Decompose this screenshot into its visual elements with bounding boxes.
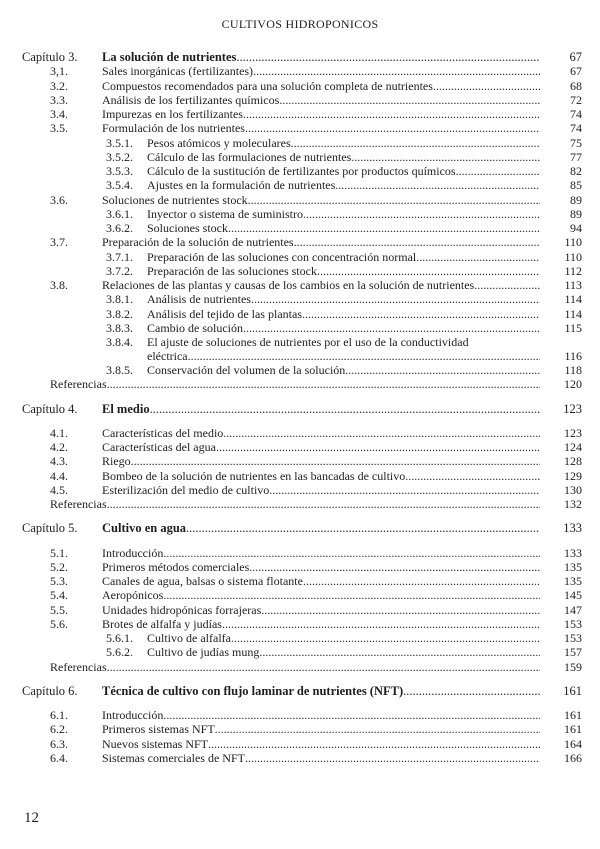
toc-entry-text: Análisis de los fertilizantes químicos xyxy=(102,92,280,107)
toc-entry-title xyxy=(147,221,540,235)
toc-entry-row xyxy=(22,207,582,221)
toc-entry-text: Esterilización del medio de cultivo xyxy=(102,482,270,497)
toc-page-number: 118 xyxy=(564,363,582,377)
section-gap xyxy=(22,674,582,684)
toc-entry-row xyxy=(22,751,582,765)
toc-entry-number: 5.6. xyxy=(50,616,68,631)
toc-entry-text: Impurezas en los fertilizantes xyxy=(102,107,243,121)
toc-page-number: 159 xyxy=(564,659,582,674)
dot-leader xyxy=(433,79,540,93)
running-header: CULTIVOS HIDROPONICOS xyxy=(221,17,379,31)
toc-entry-number: 3.7.2. xyxy=(106,263,133,278)
toc-entry-title xyxy=(102,402,540,416)
toc-page-number: 133 xyxy=(564,545,582,560)
toc-entry-number: Capítulo 5. xyxy=(22,521,78,536)
dot-leader xyxy=(150,402,540,416)
toc-entry-title-line2: eléctrica xyxy=(147,349,188,363)
toc-entry-row xyxy=(22,377,582,391)
toc-entry-row xyxy=(22,708,582,722)
toc-entry-text: Cambio de solución xyxy=(147,320,243,335)
toc-entry-row xyxy=(22,497,582,511)
toc-entry-text: Sistemas comerciales de NFT xyxy=(102,750,245,765)
toc-entry-title xyxy=(102,235,540,249)
toc-entry-number: 4.4. xyxy=(50,468,68,483)
toc-entry-text: Cultivo de alfalfa xyxy=(147,631,231,645)
dot-leader xyxy=(107,660,540,674)
toc-entry-title-line1: El ajuste de soluciones de nutrientes por el uso de la conductividad xyxy=(147,335,469,349)
toc-entry-number: 4.5. xyxy=(50,482,68,497)
toc-entry-text: Compuestos recomendados para una solución completa de nutrientes xyxy=(102,78,433,93)
dot-leader xyxy=(131,454,540,468)
toc-entry-row xyxy=(22,292,582,306)
toc-entry-row xyxy=(22,178,582,192)
toc-entry-title xyxy=(102,107,540,121)
toc-entry-text: Inyector o sistema de suministro xyxy=(147,206,303,221)
toc-entry-title xyxy=(102,546,540,560)
toc-entry-title xyxy=(147,307,540,321)
toc-entry-text: Soluciones stock xyxy=(147,221,228,235)
toc-entry-text: Canales de agua, balsas o sistema flotante xyxy=(102,574,303,588)
toc-entry-number: 3.2. xyxy=(50,78,68,93)
toc-entry-title xyxy=(102,454,540,468)
toc-entry-row xyxy=(22,560,582,574)
dot-leader xyxy=(107,497,540,511)
toc-entry-number: 3.3. xyxy=(50,92,68,107)
toc-entry-row xyxy=(22,363,582,377)
toc-entry-row xyxy=(22,278,582,292)
toc-entry-number: 5.6.1. xyxy=(106,631,133,645)
dot-leader xyxy=(186,521,540,535)
dot-leader xyxy=(107,377,540,391)
toc-entry-text: Nuevos sistemas NFT xyxy=(102,736,208,751)
toc-entry-title xyxy=(102,426,540,440)
toc-entry-title xyxy=(102,574,540,588)
toc-entry-number: 3.8.4. xyxy=(106,335,133,349)
toc-page-number: 161 xyxy=(564,722,582,737)
toc-page-number: 132 xyxy=(564,497,582,511)
dot-leader xyxy=(163,546,540,560)
toc-entry-text: Cálculo de las formulaciones de nutrientes xyxy=(147,149,352,164)
toc-entry-title xyxy=(147,164,540,178)
toc-page-number: 67 xyxy=(570,64,582,79)
dot-leader xyxy=(245,751,540,765)
toc-entry-text: Primeros métodos comerciales xyxy=(102,559,250,574)
toc-entry-title xyxy=(147,321,540,335)
toc-entry-row xyxy=(22,469,582,483)
toc-entry-text: Brotes de alfalfa y judías xyxy=(102,616,222,631)
toc-entry-number: 3.8.5. xyxy=(106,363,133,377)
toc-entry-text: Características del agua xyxy=(102,440,216,454)
toc-entry-title xyxy=(102,588,540,602)
toc-page-number: 164 xyxy=(564,736,582,751)
toc-entry-text: Formulación de los nutrientes xyxy=(102,121,245,136)
toc-entry-text: Conservación del volumen de la solución xyxy=(147,363,346,377)
dot-leader xyxy=(403,684,540,698)
toc-entry-title xyxy=(147,136,540,150)
toc-page-number: 72 xyxy=(570,92,582,107)
toc-entry-title xyxy=(102,684,540,698)
toc-entry-text: Preparación de la solución de nutrientes xyxy=(102,235,294,250)
toc-page-number: 128 xyxy=(564,454,582,469)
toc-entry-title xyxy=(102,469,540,483)
toc-entry-title xyxy=(102,79,540,93)
toc-entry-title xyxy=(102,121,540,135)
dot-leader xyxy=(251,292,540,306)
toc-entry-title xyxy=(102,737,540,751)
toc-entry-text: Referencias xyxy=(50,497,107,511)
toc-entry-title xyxy=(102,751,540,765)
toc-entry-row xyxy=(22,121,582,135)
dot-leader xyxy=(228,221,540,235)
toc-chapter-row xyxy=(22,50,582,64)
toc-entry-title xyxy=(102,483,540,497)
toc-entry-title xyxy=(50,497,540,511)
toc-entry-text: Primeros sistemas NFT xyxy=(102,722,215,737)
toc-entry-row xyxy=(22,574,582,588)
toc-page-number: 147 xyxy=(564,602,582,617)
toc-page-number: 123 xyxy=(564,425,582,440)
dot-leader xyxy=(335,178,540,192)
toc-page-number: 153 xyxy=(564,616,582,631)
toc-entry-title xyxy=(147,363,540,377)
table-of-contents xyxy=(22,50,582,765)
toc-page-number: 74 xyxy=(570,121,582,136)
toc-entry-number: 6.2. xyxy=(50,722,68,737)
toc-entry-number: 3.5.2. xyxy=(106,149,133,164)
dot-leader xyxy=(243,321,540,335)
toc-entry-row xyxy=(22,64,582,78)
toc-entry-number: 6.3. xyxy=(50,736,68,751)
toc-chapter-row xyxy=(22,521,582,535)
toc-page-number: 120 xyxy=(564,377,582,392)
dot-leader xyxy=(248,193,540,207)
toc-entry-row xyxy=(22,722,582,736)
toc-entry-text: Sales inorgánicas (fertilizantes) xyxy=(102,64,254,79)
toc-entry-text: Aeropónicos xyxy=(102,588,164,603)
toc-page-number: 77 xyxy=(570,149,582,164)
toc-entry-text: Riego xyxy=(102,454,131,469)
toc-entry-number: 5.3. xyxy=(50,574,68,588)
toc-entry-title xyxy=(102,708,540,722)
toc-entry-title xyxy=(50,377,540,391)
toc-entry-text: La solución de nutrientes xyxy=(102,50,237,64)
dot-leader xyxy=(456,164,540,178)
toc-entry-text: Pesos atómicos y moleculares xyxy=(147,135,291,150)
toc-entry-title xyxy=(102,64,540,78)
toc-entry-number: 3.7. xyxy=(50,235,68,250)
toc-entry-text: Referencias xyxy=(50,377,107,392)
toc-entry-row xyxy=(22,426,582,440)
toc-entry-row xyxy=(22,454,582,468)
toc-page-number: 110 xyxy=(564,235,582,250)
dot-leader xyxy=(279,93,540,107)
toc-entry-text: Soluciones de nutrientes stock xyxy=(102,192,248,207)
dot-leader xyxy=(188,349,540,363)
toc-entry-number: 3,1. xyxy=(50,64,68,79)
toc-entry-title xyxy=(147,631,540,645)
section-gap xyxy=(22,698,582,708)
toc-entry-title xyxy=(102,521,540,535)
toc-entry-row xyxy=(22,150,582,164)
toc-entry-text: Preparación de las soluciones stock xyxy=(147,263,317,278)
dot-leader xyxy=(215,722,540,736)
toc-entry-title xyxy=(102,93,540,107)
toc-page-number: 124 xyxy=(564,440,582,454)
toc-page-number: 145 xyxy=(564,588,582,603)
dot-leader xyxy=(163,588,540,602)
toc-page-number: 161 xyxy=(564,708,582,722)
dot-leader xyxy=(245,121,540,135)
toc-page-number: 112 xyxy=(564,263,582,278)
toc-entry-text: Análisis del tejido de las plantas xyxy=(147,306,302,321)
toc-page-number: 113 xyxy=(564,278,582,292)
toc-entry-text: Ajustes en la formulación de nutrientes xyxy=(147,178,336,193)
toc-entry-row xyxy=(22,264,582,278)
toc-entry-number: 4.3. xyxy=(50,454,68,469)
dot-leader xyxy=(317,264,540,278)
toc-page-number: 89 xyxy=(570,206,582,221)
toc-entry-number: 3.8.2. xyxy=(106,306,133,321)
dot-leader xyxy=(259,645,540,659)
toc-entry-text: Características del medio xyxy=(102,425,224,440)
toc-page-number: 153 xyxy=(564,631,582,645)
toc-entry-text: Referencias xyxy=(50,659,107,674)
dot-leader xyxy=(302,307,540,321)
dot-leader xyxy=(416,250,540,264)
toc-entry-number: 3.8.3. xyxy=(106,320,133,335)
toc-entry-row xyxy=(22,483,582,497)
toc-entry-row xyxy=(22,631,582,645)
toc-entry-number: Capítulo 3. xyxy=(22,50,78,64)
toc-entry-title xyxy=(147,150,540,164)
toc-entry-row xyxy=(22,235,582,249)
toc-entry-row xyxy=(22,164,582,178)
toc-entry-number: 6.4. xyxy=(50,750,68,765)
dot-leader xyxy=(294,235,540,249)
dot-leader xyxy=(243,107,540,121)
section-gap xyxy=(22,416,582,426)
toc-page-number: 135 xyxy=(564,559,582,574)
dot-leader xyxy=(216,440,540,454)
toc-page-number: 115 xyxy=(564,320,582,335)
toc-entry-number: 3.8. xyxy=(50,278,68,292)
toc-entry-number: 3.8.1. xyxy=(106,292,133,307)
toc-entry-text: El medio xyxy=(102,401,150,416)
toc-entry-number: 3.4. xyxy=(50,107,68,121)
toc-entry-row xyxy=(22,221,582,235)
toc-entry-row xyxy=(22,93,582,107)
section-gap xyxy=(22,536,582,546)
toc-page-number: 161 xyxy=(563,683,582,698)
dot-leader xyxy=(253,64,540,78)
toc-entry-number: Capítulo 4. xyxy=(22,401,78,416)
toc-entry-text: Unidades hidropónicas forrajeras xyxy=(102,602,262,617)
dot-leader xyxy=(269,483,540,497)
dot-leader xyxy=(223,426,540,440)
toc-entry-number: 3.6.1. xyxy=(106,206,133,221)
toc-chapter-row xyxy=(22,684,582,698)
toc-entry-title xyxy=(102,722,540,736)
toc-entry-text: Relaciones de las plantas y causas de los cambios en la solución de nutrientes. xyxy=(102,278,478,292)
toc-page-number: 123 xyxy=(563,401,582,416)
toc-page-number: 157 xyxy=(564,645,582,660)
toc-entry-number: 3.6. xyxy=(50,192,68,207)
toc-entry-title xyxy=(102,50,540,64)
toc-page-number: 89 xyxy=(570,192,582,207)
dot-leader xyxy=(236,50,540,64)
toc-entry-row xyxy=(22,107,582,121)
toc-page-number: 133 xyxy=(563,521,582,536)
page-number: 12 xyxy=(24,810,39,826)
toc-entry-number: 5.2. xyxy=(50,559,68,574)
toc-page-number: 114 xyxy=(564,292,582,307)
toc-entry-number: 3.5. xyxy=(50,121,68,136)
toc-entry-title xyxy=(50,660,540,674)
toc-page-number: 110 xyxy=(564,249,582,264)
toc-entry-number: 3.6.2. xyxy=(106,221,133,235)
toc-entry-number: 5.6.2. xyxy=(106,645,133,660)
dot-leader xyxy=(208,737,540,751)
toc-page-number: 114 xyxy=(564,306,582,321)
toc-page-number: 130 xyxy=(564,482,582,497)
section-gap xyxy=(22,392,582,402)
dot-leader xyxy=(231,631,540,645)
toc-entry-title xyxy=(147,250,540,264)
dot-leader xyxy=(249,560,540,574)
section-gap xyxy=(22,511,582,521)
toc-entry-row xyxy=(22,737,582,751)
dot-leader xyxy=(303,574,540,588)
dot-leader xyxy=(163,708,540,722)
toc-page-number: 82 xyxy=(570,164,582,178)
toc-page-number: 75 xyxy=(570,135,582,150)
dot-leader xyxy=(222,617,540,631)
toc-entry-title xyxy=(147,292,540,306)
toc-entry-text: Técnica de cultivo con flujo laminar de nutrientes (NFT) xyxy=(102,683,404,698)
toc-entry-number: 3.5.3. xyxy=(106,164,133,178)
toc-page-number: 74 xyxy=(570,107,582,121)
toc-entry-text: Cálculo de la sustitución de fertilizantes por productos químicos xyxy=(147,164,456,178)
toc-entry-number: 6.1. xyxy=(50,708,68,722)
toc-entry-text: Cultivo de judías mung xyxy=(147,645,260,660)
toc-entry-row xyxy=(22,645,582,659)
toc-page-number: 135 xyxy=(564,574,582,588)
toc-entry-number: 5.1. xyxy=(50,545,68,560)
toc-entry-text: Preparación de las soluciones con concentración normal xyxy=(147,249,417,264)
dot-leader xyxy=(405,469,540,483)
toc-entry-number: 3.5.4. xyxy=(106,178,133,193)
toc-page-number: 85 xyxy=(570,178,582,193)
toc-entry-number: Capítulo 6. xyxy=(22,683,78,698)
toc-entry-title xyxy=(102,617,540,631)
toc-entry-number: 4.1. xyxy=(50,425,68,440)
toc-page-number: 68 xyxy=(570,78,582,93)
toc-entry-text: Bombeo de la solución de nutrientes en las bancadas de cultivo xyxy=(102,468,406,483)
toc-page-number: 94 xyxy=(570,221,582,235)
dot-leader xyxy=(291,136,540,150)
toc-entry-title xyxy=(102,560,540,574)
toc-entry-row xyxy=(22,193,582,207)
toc-entry-row xyxy=(22,335,582,363)
toc-entry-row xyxy=(22,603,582,617)
toc-entry-title xyxy=(102,440,540,454)
toc-entry-row xyxy=(22,307,582,321)
dot-leader xyxy=(261,603,540,617)
toc-entry-text: Introducción xyxy=(102,708,164,722)
toc-page-number: 67 xyxy=(569,50,582,64)
toc-entry-row xyxy=(22,588,582,602)
toc-entry-row xyxy=(22,660,582,674)
toc-chapter-row xyxy=(22,402,582,416)
dot-leader xyxy=(345,363,540,377)
toc-entry-number: 3.7.1. xyxy=(106,249,133,264)
toc-entry-title xyxy=(102,278,540,292)
toc-page-number: 129 xyxy=(564,468,582,483)
toc-entry-number: 3.5.1. xyxy=(106,135,133,150)
dot-leader xyxy=(351,150,540,164)
toc-entry-row xyxy=(22,321,582,335)
toc-entry-number: 5.4. xyxy=(50,588,68,603)
toc-entry-row xyxy=(22,617,582,631)
toc-entry-title xyxy=(102,603,540,617)
toc-entry-title xyxy=(102,193,540,207)
toc-entry-title xyxy=(147,645,540,659)
toc-entry-row xyxy=(22,546,582,560)
toc-entry-number: 5.5. xyxy=(50,602,68,617)
dot-leader xyxy=(303,207,540,221)
toc-page-number: 116 xyxy=(564,349,582,363)
toc-entry-title xyxy=(147,178,540,192)
dot-leader xyxy=(477,278,540,292)
toc-entry-number: 4.2. xyxy=(50,440,68,454)
toc-page-number: 166 xyxy=(564,750,582,765)
toc-entry-text: Cultivo en agua xyxy=(102,521,187,536)
toc-entry-text: Introducción xyxy=(102,545,164,560)
toc-entry-row xyxy=(22,79,582,93)
toc-entry-row xyxy=(22,250,582,264)
toc-entry-title xyxy=(147,264,540,278)
toc-entry-row xyxy=(22,440,582,454)
toc-entry-row xyxy=(22,136,582,150)
toc-entry-title xyxy=(147,335,540,363)
toc-entry-text: Análisis de nutrientes xyxy=(147,292,251,307)
toc-entry-title xyxy=(147,207,540,221)
